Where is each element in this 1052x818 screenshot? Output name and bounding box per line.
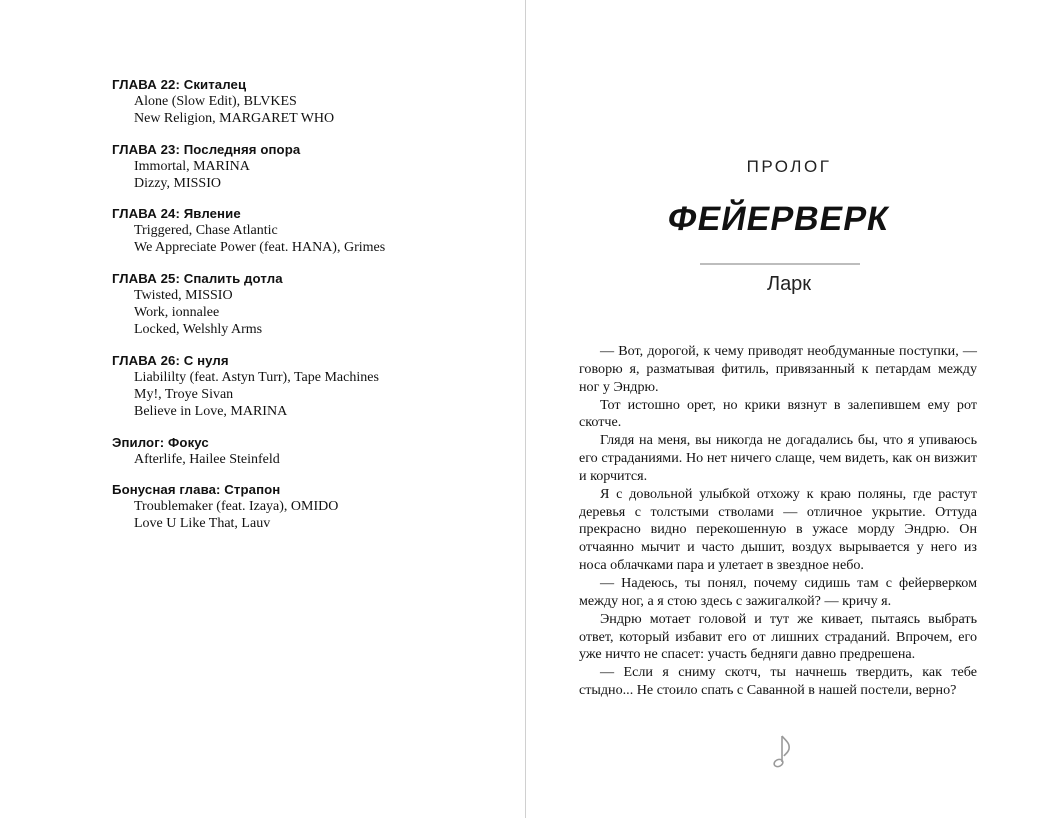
chapter-entry xyxy=(112,141,512,193)
song-line: My!, Troye Sivan xyxy=(134,386,234,402)
chapter-entry xyxy=(112,352,512,421)
song-line: New Religion, MARGARET WHO xyxy=(134,111,335,127)
song-line: Work, ionnalee xyxy=(134,305,220,321)
paragraph: — Надеюсь, ты понял, почему сидишь там с фейерверком между ног, а я стою здесь с зажигалкой? — кричу я. xyxy=(579,574,977,609)
paragraph: Эндрю мотает головой и тут же кивает, пытаясь выбрать ответ, который избавит его от лишних страданий. Впрочем, его уже ничто не спасет: участь бедняги давно предрешена. xyxy=(579,610,977,663)
chapter-entry xyxy=(112,76,512,128)
song-line: Afterlife, Hailee Steinfeld xyxy=(134,451,280,467)
chapter-entry xyxy=(112,481,512,533)
song-line: Twisted, MISSIO xyxy=(134,287,233,303)
chapter-title-handwritten xyxy=(656,188,896,248)
chapter-title: ГЛАВА 22: Скиталец xyxy=(112,77,247,92)
chapter-title: ГЛАВА 25: Спалить дотла xyxy=(112,270,283,286)
chapter-title: ГЛАВА 23: Последняя опора xyxy=(112,141,301,157)
prologue-text xyxy=(579,343,977,700)
paragraph: — Если я сниму скотч, ты начнешь твердить, как тебе стыдно... Не стоило спать с Саванной в нашей постели, верно? xyxy=(579,664,977,699)
paragraph: Я с довольной улыбкой отхожу к краю поляны, где растут деревья с толстыми стволами — отличное укрытие. Оттуда прекрасно видно перекошенную в ужасе морду Эндрю. Он отчаянно мычит и часто дышит, воздух вырывается у него из носа облачками пара и улетает в звездное небо. xyxy=(579,485,977,574)
song-line: Dizzy, MISSIO xyxy=(134,175,221,191)
playlist xyxy=(112,76,512,545)
song-line: Immortal, MARINA xyxy=(134,158,250,174)
right-page xyxy=(526,0,1052,818)
song-line: Troublemaker (feat. Izaya), OMIDO xyxy=(134,498,339,514)
chapter-entry xyxy=(112,205,512,257)
paragraph: Глядя на меня, вы никогда не догадались бы, что я упиваюсь его страданиями. Но нет ничего слаще, чем видеть, как он визжит и корчится. xyxy=(579,432,977,484)
section-label: ПРОЛОГ xyxy=(746,157,832,176)
chapter-entry xyxy=(112,270,512,339)
music-note-icon xyxy=(771,732,793,772)
song-line: Liabililty (feat. Astyn Turr), Tape Machines xyxy=(134,369,379,385)
song-line: Love U Like That, Lauv xyxy=(134,516,271,532)
song-line: Triggered, Chase Atlantic xyxy=(134,223,278,239)
title-divider xyxy=(700,263,860,265)
paragraph: — Вот, дорогой, к чему приводят необдуманные поступки, — говорю я, разматывая фитиль, привязанный к петардам между ног у Эндрю. xyxy=(579,343,977,395)
paragraph: Тот истошно орет, но крики вязнут в залепившем ему рот скотче. xyxy=(579,396,977,431)
song-line: We Appreciate Power (feat. HANA), Grimes xyxy=(134,240,386,256)
song-line: Believe in Love, MARINA xyxy=(134,404,288,420)
left-page xyxy=(0,0,525,818)
chapter-entry xyxy=(112,434,512,468)
chapter-title-text: ФЕЙЕРВЕРК xyxy=(664,200,893,238)
pov-name: Ларк xyxy=(766,273,812,295)
song-line: Locked, Welshly Arms xyxy=(134,322,263,338)
song-line: Alone (Slow Edit), BLVKES xyxy=(134,94,297,109)
chapter-title: Бонусная глава: Страпон xyxy=(112,481,281,497)
chapter-title: Эпилог: Фокус xyxy=(112,434,209,450)
chapter-title: ГЛАВА 24: Явление xyxy=(112,206,241,222)
chapter-title: ГЛАВА 26: С нуля xyxy=(112,352,229,368)
